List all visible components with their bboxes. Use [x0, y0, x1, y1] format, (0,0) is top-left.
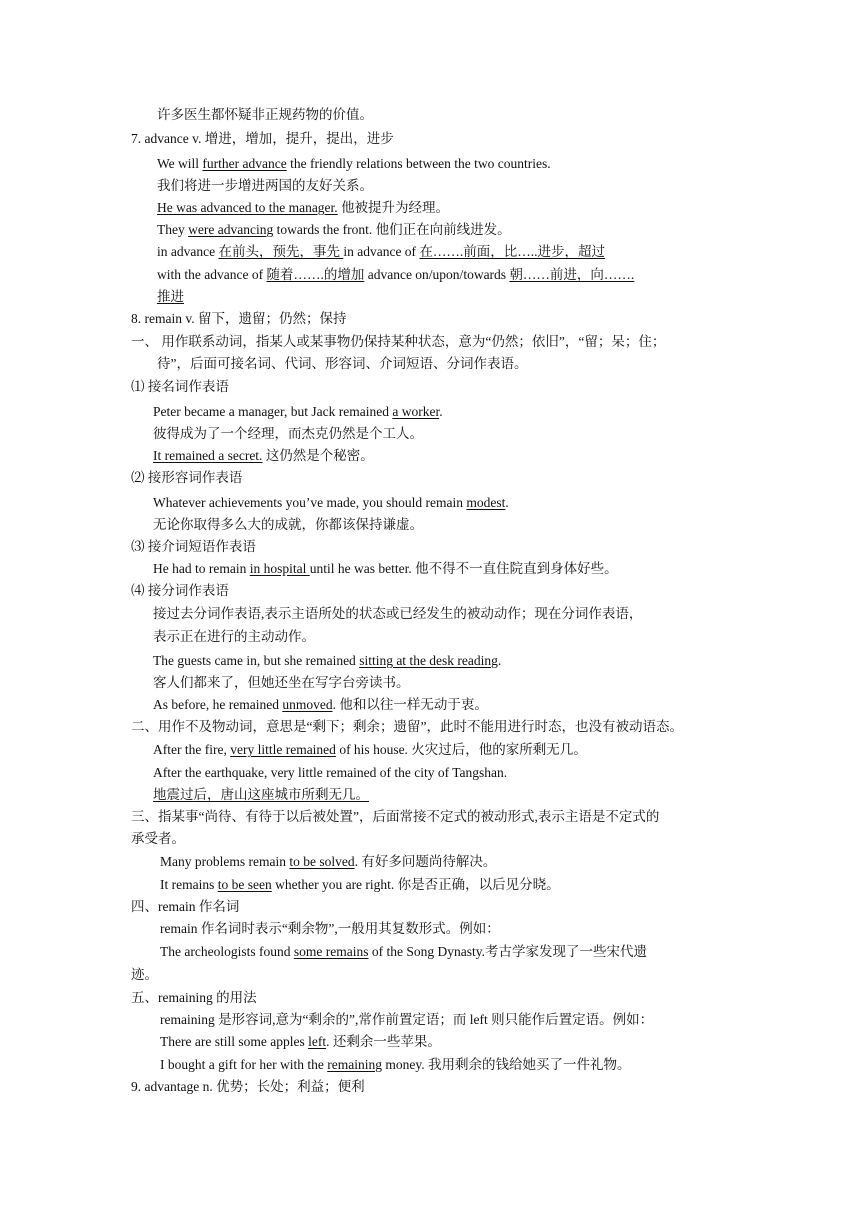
- text-segment: 待”，后面可接名词、代词、形容词、介词短语、分词作表语。: [157, 356, 528, 371]
- text-line: [157, 199, 449, 217]
- text-segment: .: [505, 495, 509, 510]
- text-segment: 许多医生都怀疑非正规药物的价值。: [157, 107, 373, 122]
- text-segment: ⑴ 接名词作表语: [131, 379, 229, 394]
- text-segment: 7. advance v. 增进，增加，提升，提出，进步: [131, 131, 394, 146]
- text-line: [157, 355, 528, 373]
- text-segment: We will: [157, 156, 203, 171]
- text-line: [131, 808, 659, 826]
- text-line: [160, 1056, 630, 1074]
- text-line: [160, 1011, 653, 1029]
- underlined-text: unmoved: [282, 697, 333, 712]
- underlined-text: further advance: [202, 156, 287, 171]
- underlined-text: 在前头，预先，事先: [218, 244, 344, 259]
- text-line: [153, 764, 507, 782]
- text-segment: 承受者。: [131, 831, 185, 846]
- text-line: [157, 177, 373, 195]
- text-segment: I bought a gift for her with the: [160, 1057, 328, 1072]
- text-segment: Whatever achievements you’ve made, you should remain: [153, 495, 467, 510]
- text-line: [131, 333, 665, 351]
- text-line: [153, 628, 315, 646]
- text-line: [131, 966, 158, 984]
- text-line: [131, 989, 257, 1007]
- text-line: [157, 288, 184, 306]
- text-line: [157, 221, 511, 239]
- underlined-text: left: [308, 1034, 327, 1049]
- text-line: [131, 130, 394, 148]
- text-line: [157, 106, 373, 124]
- text-line: [153, 741, 587, 759]
- text-line: [131, 830, 185, 848]
- underlined-text: 推进: [157, 289, 184, 304]
- text-segment: remain 作名词时表示“剩余物”,一般用其复数形式。例如：: [160, 921, 500, 936]
- text-segment: .: [497, 653, 502, 668]
- text-segment: . 还剩余一些苹果。: [326, 1034, 441, 1049]
- text-line: [153, 403, 443, 421]
- text-line: [131, 538, 256, 556]
- text-segment: money. 我用剩余的钱给她买了一件礼物。: [381, 1057, 631, 1072]
- text-line: [131, 378, 229, 396]
- text-segment: 这仍然是个秘密。: [262, 448, 374, 463]
- underlined-text: to be solved: [289, 854, 355, 869]
- text-segment: 8. remain v. 留下，遗留；仍然；保持: [131, 311, 347, 326]
- underlined-text: modest: [466, 495, 506, 510]
- text-segment: 他被提升为经理。: [337, 200, 450, 215]
- text-segment: the friendly relations between the two countries.: [286, 156, 551, 171]
- underlined-text: were advancing: [188, 222, 274, 237]
- text-segment: Peter became a manager, but Jack remained: [153, 404, 393, 419]
- underlined-text: 在…….前面，比…..进步，超过: [419, 244, 606, 259]
- text-segment: 无论你取得多么大的成就，你都该保持谦虚。: [153, 517, 423, 532]
- text-line: [153, 605, 642, 623]
- text-line: [153, 494, 509, 512]
- text-segment: in advance: [157, 244, 219, 259]
- text-segment: 二、用作不及物动词，意思是“剩下；剩余；遗留”，此时不能用进行时态，也没有被动语态。: [131, 719, 683, 734]
- text-segment: of his house. 火灾过后，他的家所剩无几。: [335, 742, 587, 757]
- text-segment: in advance of: [343, 244, 420, 259]
- text-segment: of the Song Dynasty.考古学家发现了一些宋代遗: [368, 944, 647, 959]
- underlined-text: in hospital: [249, 561, 310, 576]
- text-segment: Many problems remain: [160, 854, 290, 869]
- text-line: [160, 920, 500, 938]
- text-line: [153, 786, 369, 804]
- text-segment: .: [439, 404, 443, 419]
- underlined-text: He was advanced to the manager.: [157, 200, 338, 215]
- text-segment: . 有好多问题尚待解决。: [354, 854, 497, 869]
- text-line: [153, 652, 501, 670]
- text-segment: ⑷ 接分词作表语: [131, 583, 229, 598]
- text-segment: 三、指某事“尚待、有待于以后被处置”，后面常接不定式的被动形式,表示主语是不定式的: [131, 809, 660, 824]
- text-segment: After the fire,: [153, 742, 231, 757]
- text-line: [160, 943, 647, 961]
- text-segment: whether you are right. 你是否正确，以后见分晓。: [271, 877, 560, 892]
- underlined-text: 随着…….的增加: [266, 267, 365, 282]
- underlined-text: 地震过后，唐山这座城市所剩无几。: [153, 787, 369, 802]
- text-line: [153, 696, 488, 714]
- text-segment: 彼得成为了一个经理，而杰克仍然是个工人。: [153, 426, 423, 441]
- text-segment: 表示正在进行的主动动作。: [153, 629, 315, 644]
- text-line: [131, 310, 346, 328]
- text-line: [131, 898, 239, 916]
- text-line: [131, 718, 683, 736]
- text-line: [153, 425, 423, 443]
- underlined-text: very little remained: [230, 742, 336, 757]
- text-segment: 我们将进一步增进两国的友好关系。: [157, 178, 373, 193]
- text-segment: remaining 是形容词,意为“剩余的”,常作前置定语；而 left 则只能作后置定语。例如：: [160, 1012, 654, 1027]
- text-line: [160, 853, 496, 871]
- text-line: [153, 516, 423, 534]
- text-segment: 9. advantage n. 优势；长处；利益；便利: [131, 1079, 365, 1094]
- text-segment: They: [157, 222, 189, 237]
- underlined-text: sitting at the desk reading: [359, 653, 498, 668]
- text-line: [131, 469, 242, 487]
- text-line: [160, 1033, 441, 1051]
- text-line: [131, 582, 229, 600]
- text-line: [157, 155, 551, 173]
- text-segment: ⑵ 接形容词作表语: [131, 470, 243, 485]
- underlined-text: some remains: [293, 944, 369, 959]
- text-line: [160, 876, 560, 894]
- text-segment: The guests came in, but she remained: [153, 653, 360, 668]
- text-segment: 接过去分词作表语,表示主语所处的状态或已经发生的被动动作；现在分词作表语，: [153, 606, 643, 621]
- text-segment: As before, he remained: [153, 697, 283, 712]
- text-line: [153, 674, 410, 692]
- text-segment: 四、remain 作名词: [131, 899, 240, 914]
- underlined-text: It remained a secret.: [153, 448, 263, 463]
- text-segment: 迹。: [131, 967, 158, 982]
- text-segment: It remains: [160, 877, 218, 892]
- underlined-text: 朝……前进，向…….: [509, 267, 635, 282]
- text-segment: 一、 用作联系动词，指某人或某事物仍保持某种状态，意为“仍然；依旧”，“留；呆；住；: [131, 334, 666, 349]
- text-segment: until he was better. 他不得不一直住院直到身体好些。: [309, 561, 618, 576]
- text-line: [157, 243, 605, 261]
- underlined-text: a worker: [392, 404, 440, 419]
- text-segment: 客人们都来了，但她还坐在写字台旁读书。: [153, 675, 410, 690]
- text-line: [153, 560, 618, 578]
- text-segment: . 他和以往一样无动于衷。: [332, 697, 488, 712]
- text-line: [131, 1078, 365, 1096]
- text-line: [157, 266, 634, 284]
- text-segment: There are still some apples: [160, 1034, 309, 1049]
- text-segment: After the earthquake, very little remained of the city of Tangshan.: [153, 765, 508, 780]
- underlined-text: to be seen: [217, 877, 272, 892]
- text-segment: He had to remain: [153, 561, 250, 576]
- text-segment: 五、remaining 的用法: [131, 990, 257, 1005]
- text-segment: The archeologists found: [160, 944, 294, 959]
- text-segment: ⑶ 接介词短语作表语: [131, 539, 256, 554]
- text-segment: advance on/upon/towards: [364, 267, 510, 282]
- text-line: [153, 447, 374, 465]
- text-segment: towards the front. 他们正在向前线进发。: [273, 222, 511, 237]
- text-segment: with the advance of: [157, 267, 267, 282]
- underlined-text: remaining: [327, 1057, 382, 1072]
